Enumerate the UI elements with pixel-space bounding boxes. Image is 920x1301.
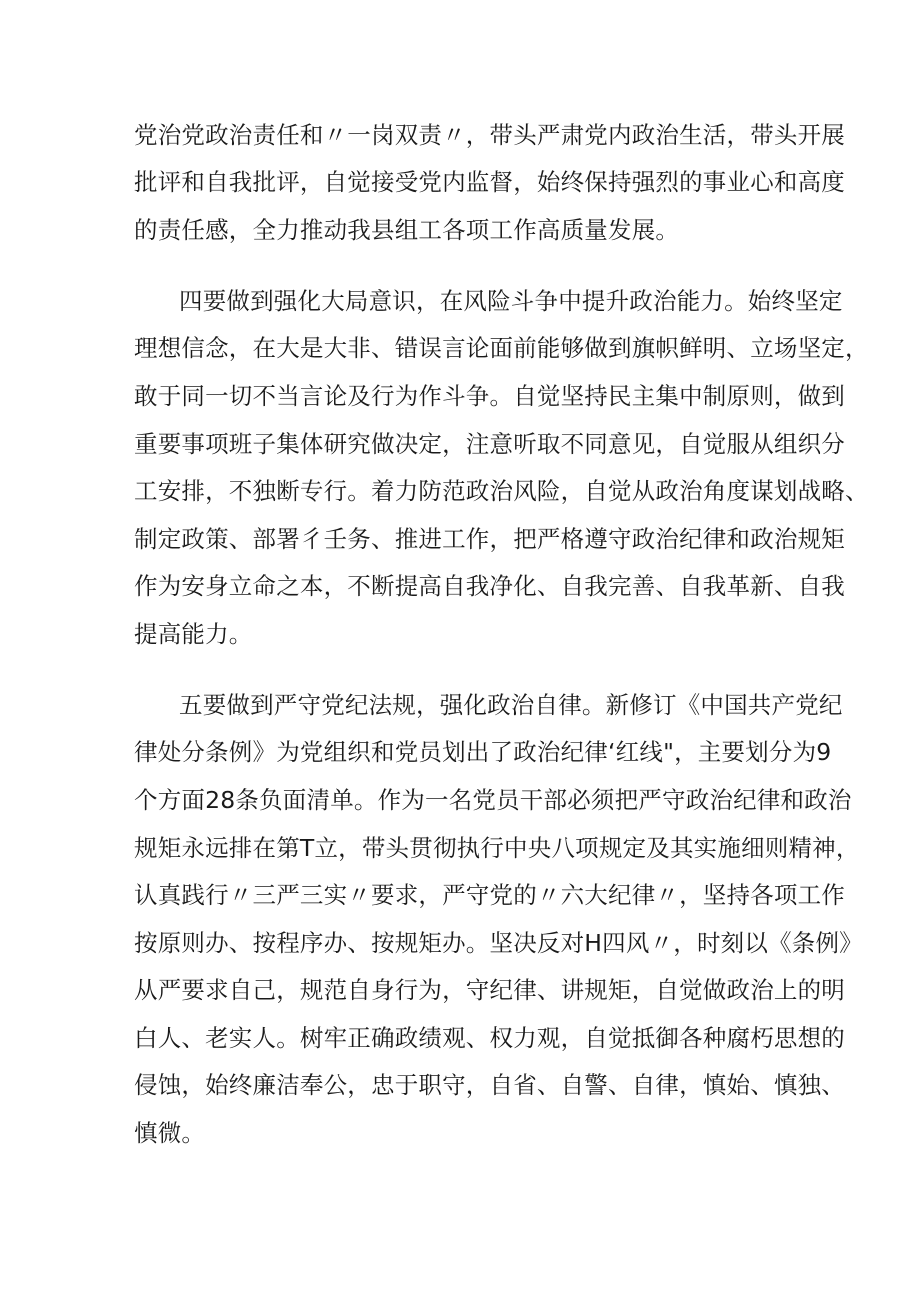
paragraph-line: 提高能力。 [134,620,253,648]
paragraph-line: 敢于同一切不当言论及行为作斗争。自觉坚持民主集中制原则，做到 [134,382,845,410]
paragraph-line: 作为安身立命之本，不断提高自我净化、自我完善、自我革新、自我 [134,572,845,600]
paragraph-line: 五要做到严守党纪法规，强化政治自律。新修订《中国共产党纪 [179,691,843,719]
paragraph-line: 律处分条例》为党组织和党员划出了政治纪律‘红线"，主要划分为9 [134,738,832,766]
paragraph-line: 个方面28条负面清单。作为一名党员干部必须把严守政治纪律和政治 [134,786,852,814]
paragraph-line: 党治党政治责任和〃一岗双责〃，带头严肃党内政治生活，带头开展 [134,121,845,149]
paragraph-line: 工安排，不独断专行。着力防范政治风险，自觉从政治角度谋划战略、 [134,477,869,505]
paragraph-line: 从严要求自己，规范自身行为，守纪律、讲规矩，自觉做政治上的明 [134,976,845,1004]
paragraph-line: 的责任感，全力推动我县组工各项工作高质量发展。 [134,216,680,244]
paragraph-line: 批评和自我批评，自觉接受党内监督，始终保持强烈的事业心和高度 [134,168,845,196]
paragraph-line: 制定政策、部署彳壬务、推进工作，把严格遵守政治纪律和政治规矩 [134,525,845,553]
paragraph-line: 四要做到强化大局意识，在风险斗争中提升政治能力。始终坚定 [179,287,843,315]
paragraph-line: 按原则办、按程序办、按规矩办。坚决反对H四风〃，时刻以《条例》 [134,929,863,957]
paragraph-line: 理想信念，在大是大非、错误言论面前能够做到旗帜鲜明、立场坚定， [134,334,869,362]
paragraph-line: 认真践行〃三严三实〃要求，严守党的〃六大纪律〃，坚持各项工作 [134,881,845,909]
paragraph-line: 规矩永远排在第T立，带头贯彻执行中央八项规定及其实施细则精神， [134,834,860,862]
paragraph-line: 白人、老实人。树牢正确政绩观、权力观，自觉抵御各种腐朽思想的 [134,1024,845,1052]
paragraph-line: 侵蚀，始终廉洁奉公，忠于职守，自省、自警、自律，慎始、慎独、 [134,1071,845,1099]
paragraph-line: 慎微。 [134,1119,206,1147]
paragraph-line: 重要事项班子集体研究做决定，注意听取不同意见，自觉服从组织分 [134,430,845,458]
